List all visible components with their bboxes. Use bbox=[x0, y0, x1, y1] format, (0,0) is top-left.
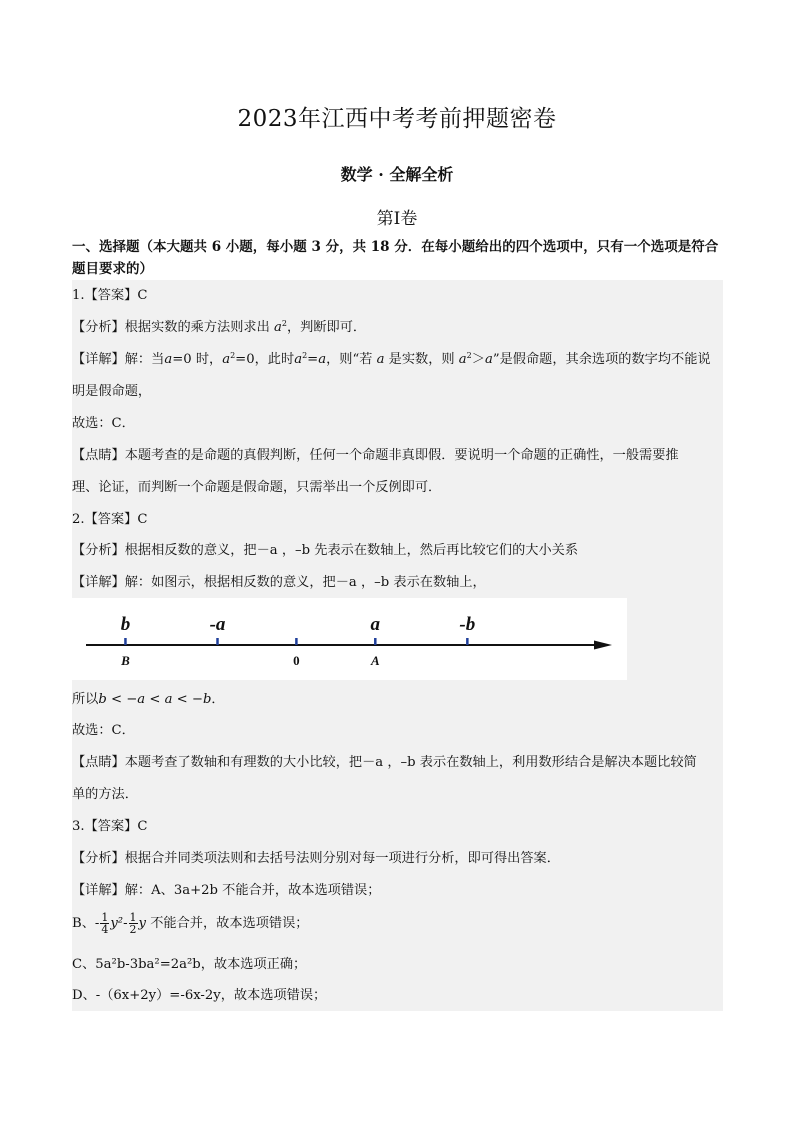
number-line-figure bbox=[72, 598, 627, 680]
q2-comment-cont: 单的方法． bbox=[72, 787, 138, 802]
q3-answer: 3.【答案】C bbox=[72, 819, 148, 834]
q1-choice: 故选：C． bbox=[72, 416, 135, 431]
q3-option-d: D、-（6x+2y）=-6x-2y，故本选项错误； bbox=[72, 988, 327, 1003]
number-line-label: b bbox=[120, 614, 131, 635]
q3-option-a: 【详解】解：A、3a+2b 不能合并，故本选项错误； bbox=[72, 883, 381, 898]
q1-comment-cont: 理、论证，而判断一个命题是假命题，只需举出一个反例即可． bbox=[72, 480, 442, 495]
section-heading: 一、选择题（本大题共 6 小题，每小题 3 分，共 18 分．在每小题给出的四个选项中，只有一个选项是符合题目要求的） bbox=[72, 239, 719, 277]
number-line-label: -a bbox=[209, 614, 226, 635]
document-title: 2023年江西中考考前押题密卷 bbox=[237, 106, 557, 132]
number-line-point-name: A bbox=[370, 653, 380, 668]
q2-detail: 【详解】解：如图示，根据相反数的意义，把－a ，–b 表示在数轴上， bbox=[72, 575, 486, 590]
q2-comment: 【点睛】本题考查了数轴和有理数的大小比较，把－a ，–b 表示在数轴上，利用数形结合是解决本题比较简 bbox=[72, 755, 697, 770]
arrow-head-icon bbox=[594, 641, 612, 650]
q2-analysis: 【分析】根据相反数的意义，把－a ，–b 先表示在数轴上，然后再比较它们的大小关系 bbox=[72, 543, 579, 558]
number-line-label: -b bbox=[459, 614, 476, 635]
q2-choice: 故选：C． bbox=[72, 723, 135, 738]
number-line-point-name: B bbox=[121, 653, 130, 668]
q1-detail-cont: 明是假命题， bbox=[72, 384, 152, 399]
q1-detail: 【详解】解：当a=0 时，$a^2=0$，此时$a^2=a$，则“若 a 是实数，则 $a^2>a$”是假命题，其余选项的数字均不能说 bbox=[72, 351, 711, 367]
number-line-diagram bbox=[72, 598, 627, 680]
q1-comment: 【点睛】本题考查的是命题的真假判断，任何一个命题非真即假．要说明一个命题的正确性，一般需要推 bbox=[72, 448, 679, 463]
volume-label: 第Ⅰ卷 bbox=[376, 209, 418, 229]
number-line-label: a bbox=[370, 614, 381, 635]
document-subtitle: 数学 · 全解全析 bbox=[340, 165, 454, 184]
q3-option-b: B、- $\frac{1}{4}$ y²- $\frac{1}{2}$ y 不能合并，故本选项错误； bbox=[72, 911, 309, 936]
q2-answer: 2.【答案】C bbox=[72, 512, 148, 527]
fraction-one-quarter: $\frac{1}{4}$ bbox=[101, 911, 109, 936]
q3-option-c: C、5a²b-3ba²=2a²b，故本选项正确； bbox=[72, 957, 307, 972]
q2-conclusion: 所以b < −a < a < −b． bbox=[72, 692, 225, 707]
q3-analysis: 【分析】根据合并同类项法则和去括号法则分别对每一项进行分析，即可得出答案． bbox=[72, 851, 560, 866]
fraction-one-half: $\frac{1}{2}$ bbox=[129, 911, 137, 936]
number-line-point-name: 0 bbox=[293, 653, 300, 668]
q1-answer: 1.【答案】C bbox=[72, 288, 148, 303]
q1-analysis: 【分析】根据实数的乘方法则求出 $a^2$，判断即可． bbox=[72, 319, 367, 335]
